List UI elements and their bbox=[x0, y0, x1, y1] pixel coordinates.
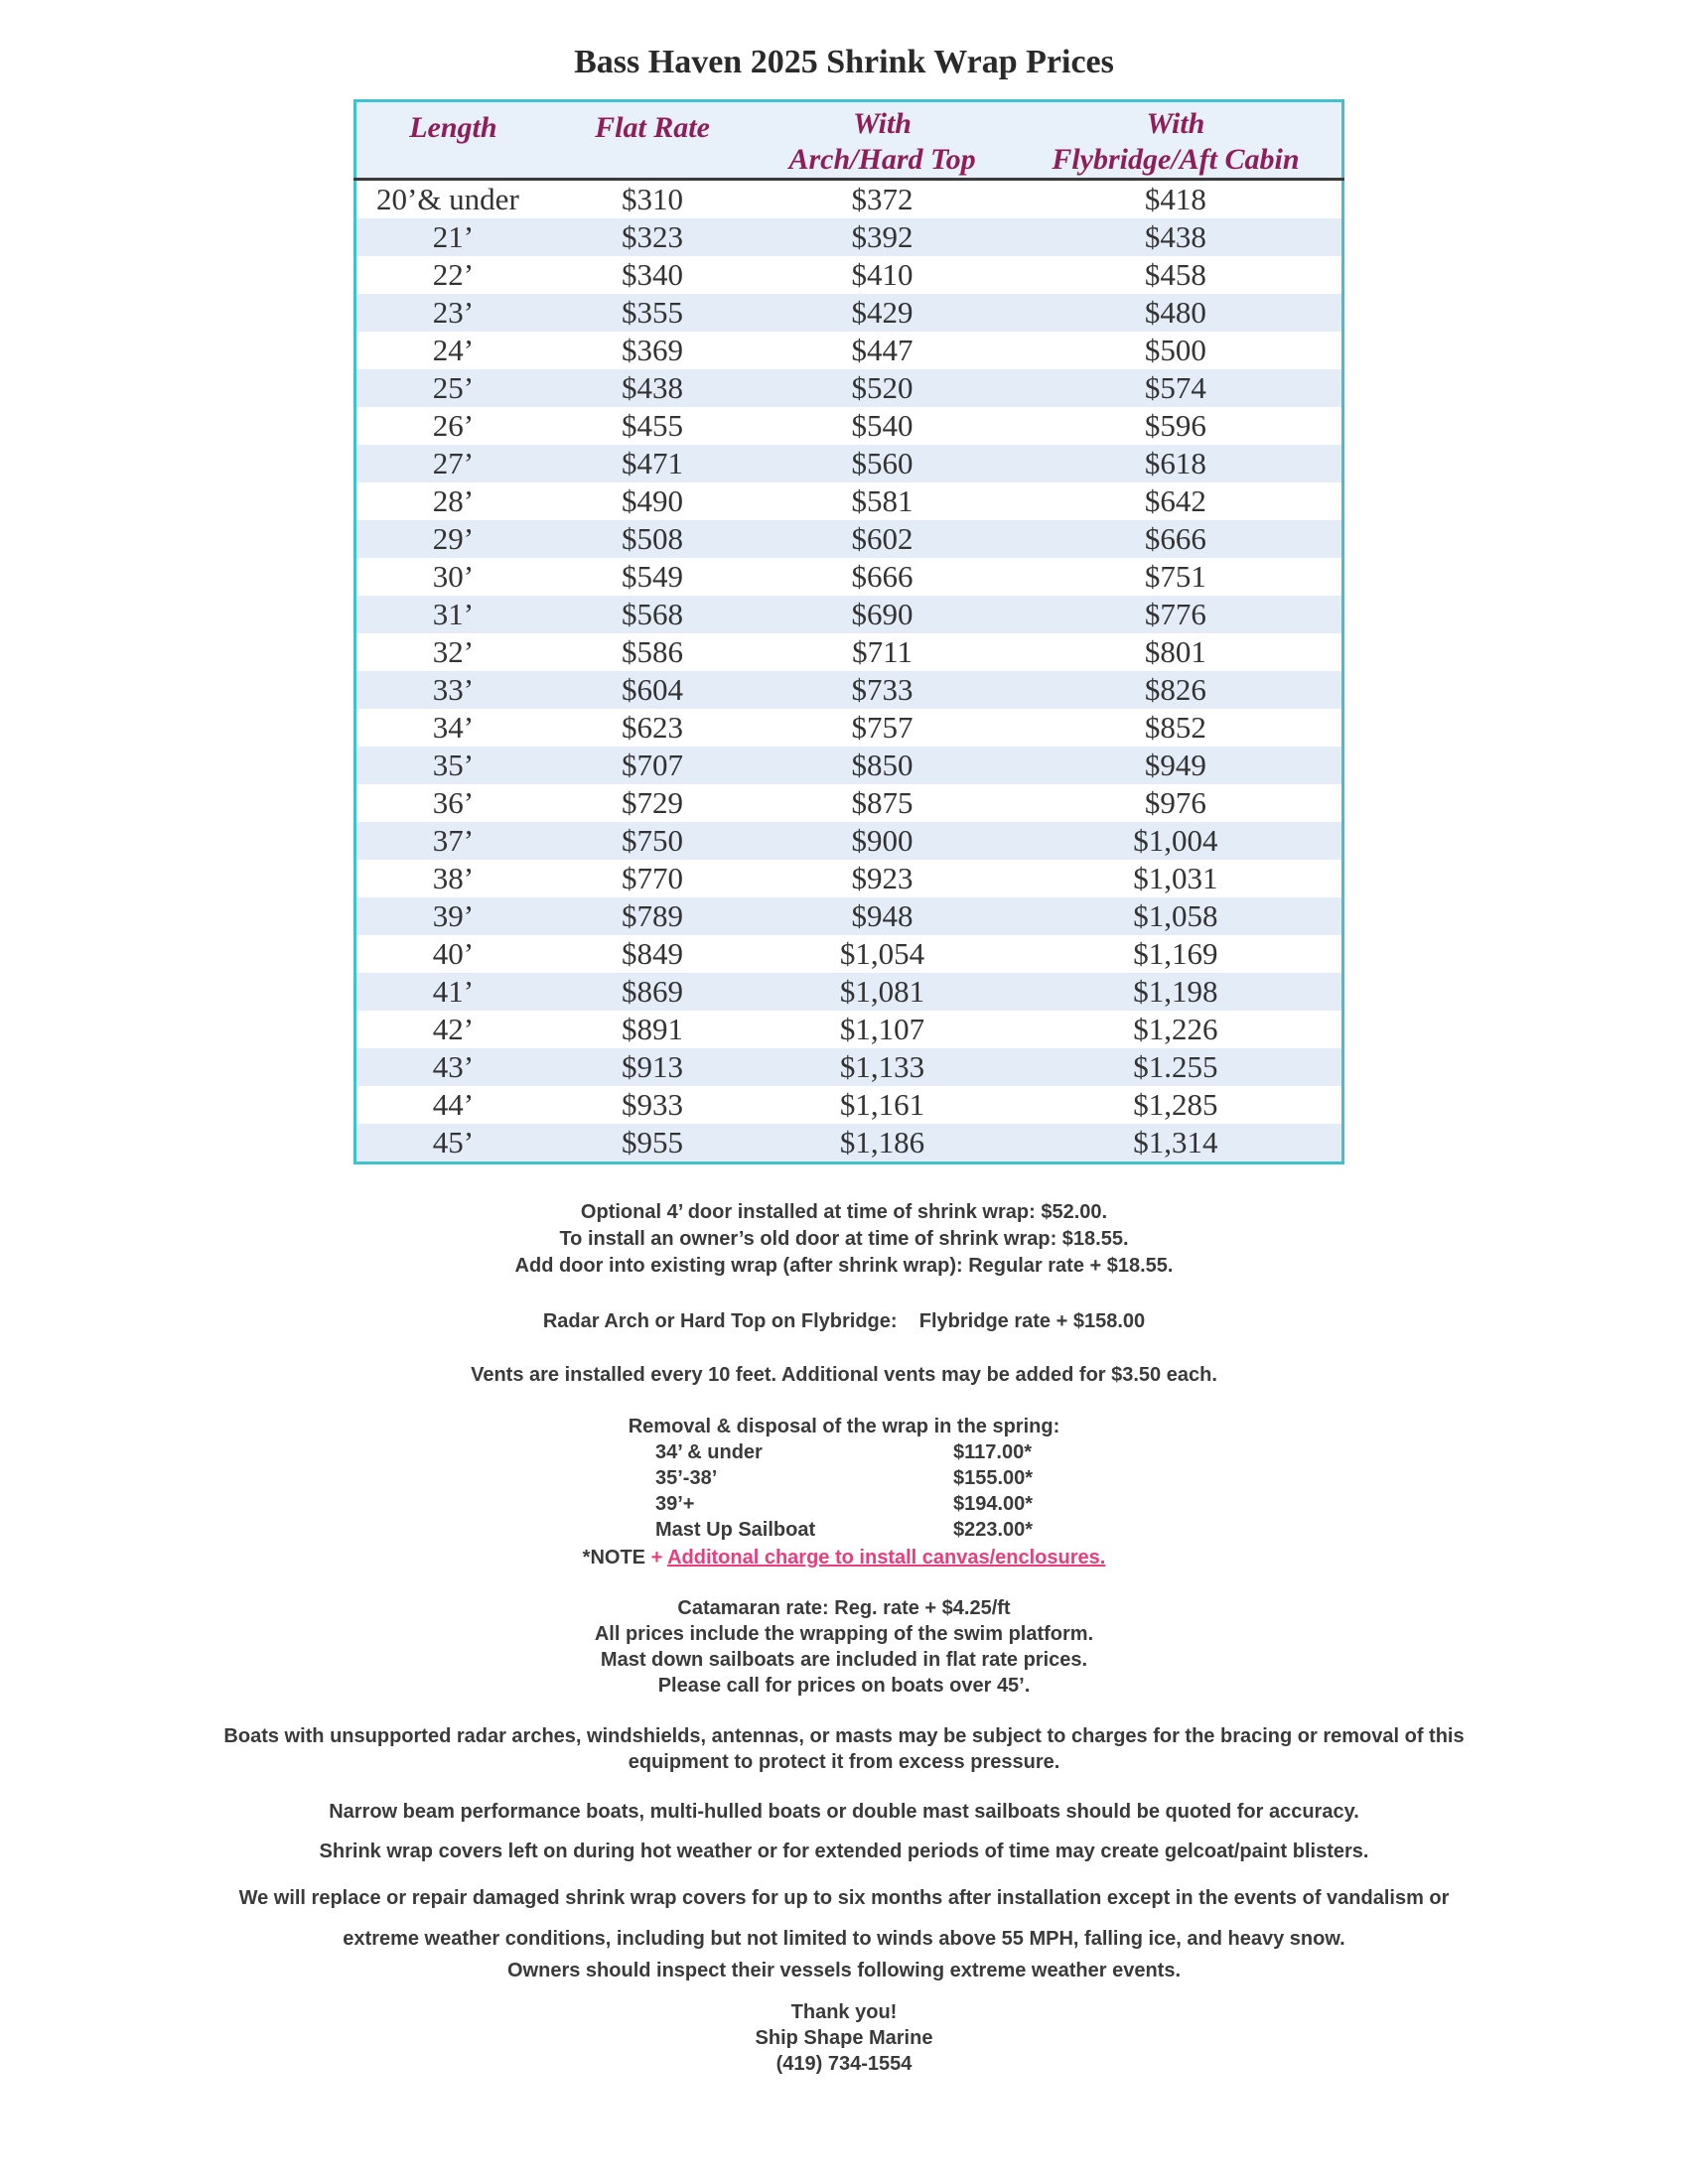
replace-line-2: extreme weather conditions, including but not limited to winds above 55 MPH, falling ice, and heavy snow. bbox=[343, 1928, 1345, 1950]
cell-arch-hard-top: $1,133 bbox=[755, 1048, 1010, 1086]
cell-flat-rate: $789 bbox=[550, 897, 755, 935]
cell-arch-hard-top: $581 bbox=[755, 482, 1010, 520]
cell-flat-rate: $750 bbox=[550, 822, 755, 860]
removal-row bbox=[655, 1465, 1072, 1491]
cell-length: 26’ bbox=[355, 407, 550, 445]
table-row bbox=[355, 671, 1343, 709]
table-row bbox=[355, 860, 1343, 897]
cell-flat-rate: $955 bbox=[550, 1124, 755, 1163]
cell-flat-rate: $729 bbox=[550, 784, 755, 822]
cell-length: 36’ bbox=[355, 784, 550, 822]
cell-flybridge: $826 bbox=[1010, 671, 1343, 709]
cell-flat-rate: $508 bbox=[550, 520, 755, 558]
table-row bbox=[355, 596, 1343, 633]
table-row bbox=[355, 1124, 1343, 1163]
cell-flybridge: $852 bbox=[1010, 709, 1343, 747]
cell-flat-rate: $323 bbox=[550, 218, 755, 256]
cell-flybridge: $642 bbox=[1010, 482, 1343, 520]
over-45-note: Please call for prices on boats over 45’. bbox=[657, 1675, 1031, 1697]
removal-price: $155.00* bbox=[953, 1467, 1034, 1489]
note-plus: + bbox=[645, 1547, 668, 1569]
cell-length: 43’ bbox=[355, 1048, 550, 1086]
canvas-charge-link[interactable]: Additonal charge to install canvas/enclosures. bbox=[667, 1547, 1106, 1569]
removal-heading: Removal & disposal of the wrap in the spring: bbox=[628, 1416, 1060, 1437]
door-note-owner: To install an owner’s old door at time of shrink wrap: $18.55. bbox=[559, 1228, 1129, 1250]
door-note-optional: Optional 4’ door installed at time of shrink wrap: $52.00. bbox=[580, 1201, 1108, 1223]
cell-flat-rate: $707 bbox=[550, 747, 755, 784]
cell-flat-rate: $438 bbox=[550, 369, 755, 407]
cell-flat-rate: $869 bbox=[550, 973, 755, 1011]
cell-flybridge: $596 bbox=[1010, 407, 1343, 445]
misc-notes bbox=[0, 1595, 1688, 1699]
cell-flat-rate: $849 bbox=[550, 935, 755, 973]
cell-arch-hard-top: $540 bbox=[755, 407, 1010, 445]
cell-flybridge: $1,198 bbox=[1010, 973, 1343, 1011]
cell-length: 22’ bbox=[355, 256, 550, 294]
cell-flybridge: $1,226 bbox=[1010, 1011, 1343, 1048]
phone-number[interactable]: (419) 734-1554 bbox=[775, 2053, 913, 2075]
cell-length: 38’ bbox=[355, 860, 550, 897]
cell-flat-rate: $891 bbox=[550, 1011, 755, 1048]
removal-row bbox=[655, 1439, 1072, 1465]
cell-flat-rate: $933 bbox=[550, 1086, 755, 1124]
cell-flat-rate: $604 bbox=[550, 671, 755, 709]
removal-price-list bbox=[655, 1439, 1072, 1543]
col-header-arch-hard-top bbox=[755, 101, 1010, 180]
cell-arch-hard-top: $757 bbox=[755, 709, 1010, 747]
cell-flybridge: $949 bbox=[1010, 747, 1343, 784]
cell-length: 41’ bbox=[355, 973, 550, 1011]
table-header-row bbox=[355, 101, 1343, 180]
bracing-line-2: equipment to protect it from excess pressure. bbox=[628, 1751, 1060, 1773]
cell-length: 34’ bbox=[355, 709, 550, 747]
table-row bbox=[355, 218, 1343, 256]
cell-arch-hard-top: $1,161 bbox=[755, 1086, 1010, 1124]
cell-arch-hard-top: $429 bbox=[755, 294, 1010, 332]
cell-length: 25’ bbox=[355, 369, 550, 407]
cell-flybridge: $500 bbox=[1010, 332, 1343, 369]
replace-line-1: We will replace or repair damaged shrink wrap covers for up to six months after installation except in the events of vandalism or bbox=[238, 1887, 1450, 1909]
removal-price: $223.00* bbox=[953, 1519, 1034, 1541]
table-row bbox=[355, 822, 1343, 860]
table-row bbox=[355, 520, 1343, 558]
cell-length: 28’ bbox=[355, 482, 550, 520]
removal-price: $117.00* bbox=[953, 1441, 1032, 1463]
cell-flat-rate: $913 bbox=[550, 1048, 755, 1086]
removal-row bbox=[655, 1491, 1072, 1517]
removal-label: 35’-38’ bbox=[655, 1467, 718, 1489]
cell-arch-hard-top: $602 bbox=[755, 520, 1010, 558]
cell-length: 42’ bbox=[355, 1011, 550, 1048]
catamaran-note: Catamaran rate: Reg. rate + $4.25/ft bbox=[677, 1597, 1011, 1619]
radar-note: Radar Arch or Hard Top on Flybridge: Flybridge rate + $158.00 bbox=[542, 1310, 1146, 1332]
cell-arch-hard-top: $1,081 bbox=[755, 973, 1010, 1011]
price-table-body bbox=[355, 180, 1343, 1163]
cell-flybridge: $1,285 bbox=[1010, 1086, 1343, 1124]
cell-flybridge: $751 bbox=[1010, 558, 1343, 596]
removal-label: 39’+ bbox=[655, 1493, 695, 1515]
removal-price: $194.00* bbox=[953, 1493, 1034, 1515]
col-header-arch-line1: With bbox=[853, 107, 912, 140]
cell-length: 35’ bbox=[355, 747, 550, 784]
cell-flat-rate: $310 bbox=[550, 180, 755, 219]
cell-arch-hard-top: $447 bbox=[755, 332, 1010, 369]
table-row bbox=[355, 407, 1343, 445]
table-row bbox=[355, 709, 1343, 747]
cell-arch-hard-top: $560 bbox=[755, 445, 1010, 482]
door-note-add: Add door into existing wrap (after shrink wrap): Regular rate + $18.55. bbox=[514, 1255, 1174, 1277]
cell-length: 21’ bbox=[355, 218, 550, 256]
cell-arch-hard-top: $372 bbox=[755, 180, 1010, 219]
table-row bbox=[355, 973, 1343, 1011]
cell-length: 23’ bbox=[355, 294, 550, 332]
table-row bbox=[355, 1048, 1343, 1086]
cell-length: 20’& under bbox=[355, 180, 550, 219]
table-row bbox=[355, 256, 1343, 294]
cell-flybridge: $618 bbox=[1010, 445, 1343, 482]
footer bbox=[0, 1999, 1688, 2077]
cell-arch-hard-top: $850 bbox=[755, 747, 1010, 784]
table-row bbox=[355, 747, 1343, 784]
canvas-note bbox=[0, 1545, 1688, 1571]
cell-length: 31’ bbox=[355, 596, 550, 633]
cell-arch-hard-top: $948 bbox=[755, 897, 1010, 935]
cell-arch-hard-top: $1,186 bbox=[755, 1124, 1010, 1163]
swim-platform-note: All prices include the wrapping of the swim platform. bbox=[594, 1623, 1094, 1645]
cell-flybridge: $574 bbox=[1010, 369, 1343, 407]
cell-arch-hard-top: $690 bbox=[755, 596, 1010, 633]
cell-length: 33’ bbox=[355, 671, 550, 709]
cell-flybridge: $1,031 bbox=[1010, 860, 1343, 897]
cell-flybridge: $1,314 bbox=[1010, 1124, 1343, 1163]
cell-arch-hard-top: $520 bbox=[755, 369, 1010, 407]
col-header-flat-rate: Flat Rate bbox=[550, 101, 755, 180]
table-row bbox=[355, 633, 1343, 671]
table-row bbox=[355, 332, 1343, 369]
note-prefix: *NOTE bbox=[582, 1547, 646, 1569]
col-header-flybridge bbox=[1010, 101, 1343, 180]
cell-arch-hard-top: $392 bbox=[755, 218, 1010, 256]
removal-label: Mast Up Sailboat bbox=[655, 1519, 816, 1541]
cell-flat-rate: $355 bbox=[550, 294, 755, 332]
cell-flybridge: $458 bbox=[1010, 256, 1343, 294]
cell-length: 27’ bbox=[355, 445, 550, 482]
table-row bbox=[355, 897, 1343, 935]
cell-flybridge: $1,004 bbox=[1010, 822, 1343, 860]
table-row bbox=[355, 935, 1343, 973]
table-row bbox=[355, 482, 1343, 520]
col-header-arch-line2: Arch/Hard Top bbox=[788, 143, 976, 176]
cell-flat-rate: $490 bbox=[550, 482, 755, 520]
vents-note: Vents are installed every 10 feet. Additional vents may be added for $3.50 each. bbox=[471, 1364, 1217, 1386]
cell-arch-hard-top: $666 bbox=[755, 558, 1010, 596]
cell-length: 29’ bbox=[355, 520, 550, 558]
cell-arch-hard-top: $733 bbox=[755, 671, 1010, 709]
cell-flat-rate: $549 bbox=[550, 558, 755, 596]
mast-down-note: Mast down sailboats are included in flat rate prices. bbox=[600, 1649, 1088, 1671]
cell-length: 24’ bbox=[355, 332, 550, 369]
thank-you-text: Thank you! bbox=[790, 2001, 898, 2023]
cell-flat-rate: $369 bbox=[550, 332, 755, 369]
cell-arch-hard-top: $711 bbox=[755, 633, 1010, 671]
cell-flat-rate: $471 bbox=[550, 445, 755, 482]
table-row bbox=[355, 1011, 1343, 1048]
cell-flybridge: $480 bbox=[1010, 294, 1343, 332]
cell-arch-hard-top: $900 bbox=[755, 822, 1010, 860]
cell-arch-hard-top: $1,107 bbox=[755, 1011, 1010, 1048]
table-row bbox=[355, 1086, 1343, 1124]
cell-flybridge: $801 bbox=[1010, 633, 1343, 671]
col-header-fly-line2: Flybridge/Aft Cabin bbox=[1052, 143, 1300, 176]
blisters-disclaimer: Shrink wrap covers left on during hot weather or for extended periods of time may create gelcoat/paint blisters. bbox=[319, 1841, 1369, 1862]
cell-arch-hard-top: $410 bbox=[755, 256, 1010, 294]
cell-flat-rate: $770 bbox=[550, 860, 755, 897]
cell-arch-hard-top: $875 bbox=[755, 784, 1010, 822]
cell-length: 45’ bbox=[355, 1124, 550, 1163]
company-name: Ship Shape Marine bbox=[755, 2027, 933, 2049]
page-title: Bass Haven 2025 Shrink Wrap Prices bbox=[574, 44, 1114, 80]
narrow-beam-disclaimer: Narrow beam performance boats, multi-hulled boats or double mast sailboats should be quoted for accuracy. bbox=[329, 1801, 1359, 1823]
cell-flybridge: $418 bbox=[1010, 180, 1343, 219]
cell-flybridge: $1,169 bbox=[1010, 935, 1343, 973]
cell-flybridge: $976 bbox=[1010, 784, 1343, 822]
cell-flybridge: $1.255 bbox=[1010, 1048, 1343, 1086]
table-row bbox=[355, 445, 1343, 482]
table-row bbox=[355, 180, 1343, 219]
table-row bbox=[355, 784, 1343, 822]
table-row bbox=[355, 369, 1343, 407]
cell-arch-hard-top: $1,054 bbox=[755, 935, 1010, 973]
table-row bbox=[355, 558, 1343, 596]
inspect-disclaimer: Owners should inspect their vessels following extreme weather events. bbox=[507, 1960, 1181, 1981]
cell-arch-hard-top: $923 bbox=[755, 860, 1010, 897]
removal-label: 34’ & under bbox=[655, 1441, 763, 1463]
cell-flybridge: $438 bbox=[1010, 218, 1343, 256]
cell-length: 30’ bbox=[355, 558, 550, 596]
cell-length: 40’ bbox=[355, 935, 550, 973]
cell-flybridge: $776 bbox=[1010, 596, 1343, 633]
door-notes bbox=[0, 1199, 1688, 1280]
price-table bbox=[353, 99, 1344, 1164]
cell-flat-rate: $586 bbox=[550, 633, 755, 671]
cell-flybridge: $1,058 bbox=[1010, 897, 1343, 935]
removal-row bbox=[655, 1517, 1072, 1543]
col-header-fly-line1: With bbox=[1146, 107, 1205, 140]
cell-length: 39’ bbox=[355, 897, 550, 935]
cell-length: 44’ bbox=[355, 1086, 550, 1124]
bracing-line-1: Boats with unsupported radar arches, windshields, antennas, or masts may be subject to charges for the bracing or removal of this bbox=[223, 1725, 1465, 1747]
cell-flat-rate: $568 bbox=[550, 596, 755, 633]
bracing-disclaimer bbox=[0, 1723, 1688, 1775]
replacement-disclaimer bbox=[0, 1878, 1688, 1960]
cell-length: 32’ bbox=[355, 633, 550, 671]
cell-flat-rate: $340 bbox=[550, 256, 755, 294]
table-row bbox=[355, 294, 1343, 332]
cell-flat-rate: $455 bbox=[550, 407, 755, 445]
cell-length: 37’ bbox=[355, 822, 550, 860]
cell-flybridge: $666 bbox=[1010, 520, 1343, 558]
col-header-length: Length bbox=[355, 101, 550, 180]
cell-flat-rate: $623 bbox=[550, 709, 755, 747]
